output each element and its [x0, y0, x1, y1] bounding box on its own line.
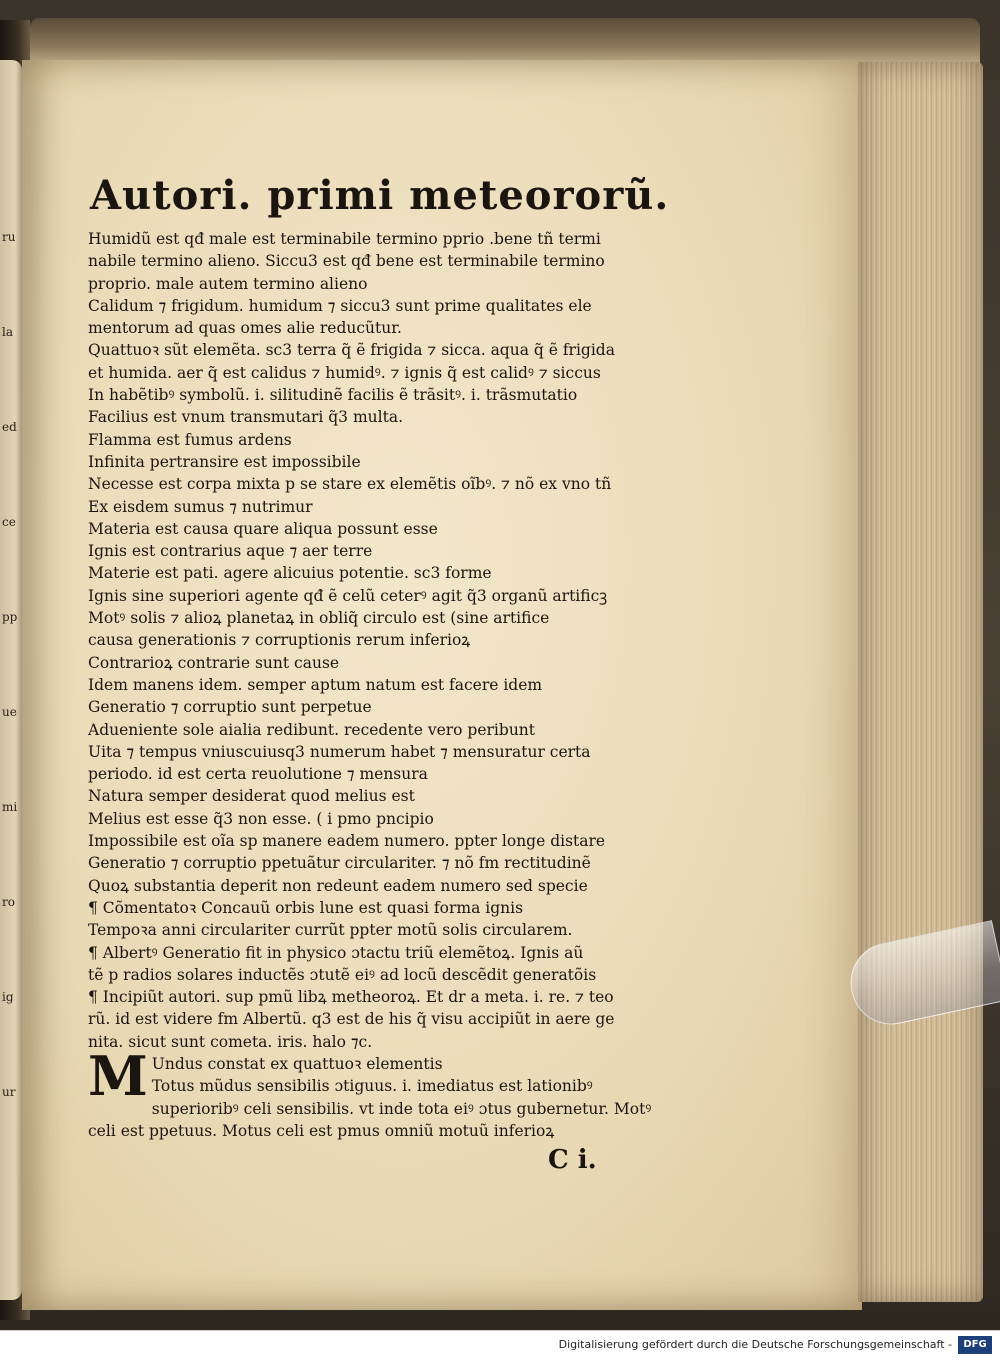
text-line [88, 719, 648, 741]
text-line [88, 652, 648, 674]
text-line [88, 629, 648, 651]
text-line [88, 585, 648, 607]
page-edges [858, 62, 983, 1302]
footer-bar [0, 1330, 1000, 1360]
text-line [88, 674, 648, 696]
text-line [88, 986, 648, 1008]
text-line-content: ¶ Cõmentatoꝛ Concauũ orbis lune est quasi forma ignis [88, 898, 524, 917]
text-line [88, 295, 648, 317]
text-line-content: Motꝰ solis ⁊ alioꝝ planetaꝝ in obliq̃ circulo est (sine artifice [88, 609, 550, 628]
page-title: Autori. primi meteororũ. [90, 172, 670, 219]
text-line-content: Materie est pati. agere alicuius potentie. sc3 forme [88, 564, 492, 583]
text-line [88, 339, 648, 361]
text-line-content: Humidũ est qđ male est terminabile termino pprio .bene tñ termi [88, 230, 601, 248]
text-line [88, 518, 648, 540]
text-line-content: Quattuoꝛ sũt elemẽta. sc3 terra q̃ ẽ frigida ⁊ sicca. aqua q̃ ẽ frigida [88, 341, 615, 360]
text-line-content: Melius est esse q̃3 non esse. ( i pmo pncipio [88, 809, 434, 828]
text-line-content: periodo. id est certa reuolutione ⁊ mensura [88, 765, 428, 784]
text-line [88, 964, 648, 986]
text-line-content: nita. sicut sunt cometa. iris. halo ⁊c. [88, 1032, 373, 1051]
facing-page-fragment: ru [2, 230, 16, 244]
funding-note: Digitalisierung gefördert durch die Deutsche Forschungsgemeinschaft - [558, 1338, 952, 1351]
text-line-content: ¶ Albertꝰ Generatio fit in physico ɔtactu triũ elemẽtoꝝ. Ignis aũ [88, 943, 584, 962]
signature-mark: C i. [548, 1145, 597, 1175]
facing-page-fragment: ro [2, 895, 15, 909]
decorated-initial: M [88, 1043, 148, 1108]
text-line [88, 919, 648, 941]
text-line-content: superioribꝰ celi sensibilis. vt inde tota eiꝰ ɔtus gubernetur. Motꝰ [151, 1099, 652, 1118]
text-line-content: proprio. male autem termino alieno [88, 274, 368, 293]
text-line-content: Idem manens idem. semper aptum natum est facere idem [88, 675, 543, 694]
text-line-content: Infinita pertransire est impossibile [88, 452, 361, 471]
text-line-content: ¶ Incipiũt autori. sup pmũ libꝝ metheoroꝝ. Et dr a meta. i. re. ⁊ teo [88, 988, 614, 1007]
text-line [88, 540, 648, 562]
text-line [88, 852, 648, 874]
text-line-content: Totus mũdus sensibilis ɔtiguus. i. imediatus est lationibꝰ [151, 1077, 593, 1096]
facing-page-fragment: mi [2, 800, 18, 814]
book-top-edge [30, 18, 980, 64]
text-line-content: Generatio ⁊ corruptio ppetuãtur circulariter. ⁊ nõ fm rectitudinẽ [88, 854, 591, 873]
facing-page-fragment: ig [2, 990, 14, 1004]
text-line [88, 1008, 648, 1030]
text-line [88, 317, 648, 339]
text-line-content: Ex eisdem sumus ⁊ nutrimur [88, 497, 313, 516]
text-line [88, 384, 648, 406]
text-line [88, 1098, 652, 1120]
text-lines [88, 228, 652, 1142]
text-line [88, 429, 648, 451]
text-line-content: Generatio ⁊ corruptio sunt perpetue [88, 698, 372, 717]
facing-page-fragment: la [2, 325, 13, 339]
text-line [88, 785, 648, 807]
text-line [88, 273, 648, 295]
text-line-content: et humida. aer q̃ est calidus ⁊ humidꝰ. ⁊ ignis q̃ est calidꝰ ⁊ siccus [88, 363, 601, 382]
text-line [88, 763, 648, 785]
text-line-content: Impossibile est oĩa sp manere eadem numero. ppter longe distare [88, 832, 606, 851]
text-line-content: rũ. id est videre fm Albertũ. q3 est de his q̃ visu accipiũt in aere ge [88, 1010, 615, 1029]
text-line [88, 607, 648, 629]
text-line-content: Calidum ⁊ frigidum. humidum ⁊ siccu3 sunt prime qualitates ele [88, 296, 592, 315]
text-line-content: Flamma est fumus ardens [88, 430, 292, 449]
text-line [88, 830, 648, 852]
text-line [88, 741, 648, 763]
text-line [88, 942, 648, 964]
text-line [88, 1120, 648, 1142]
text-line-content: Contrarioꝝ contrarie sunt cause [88, 653, 340, 672]
text-line [88, 362, 648, 384]
text-line-content: celi est ppetuus. Motus celi est pmus omniũ motuũ inferioꝝ [88, 1121, 555, 1140]
page-text [88, 168, 670, 1142]
text-line [88, 473, 648, 495]
text-line [88, 562, 648, 584]
text-line [88, 1031, 648, 1053]
text-line [88, 451, 648, 473]
text-line-content: Undus constat ex quattuoꝛ elementis [151, 1054, 443, 1073]
text-line-content: Ignis sine superiori agente qđ ẽ celũ ceterꝰ agit q̃3 organũ artificꝫ [88, 586, 608, 605]
text-line-content: causa generationis ⁊ corruptionis rerum inferioꝝ [88, 631, 471, 650]
text-line [88, 496, 648, 518]
text-line [88, 696, 648, 718]
facing-page-fragment: ur [2, 1085, 16, 1099]
text-line [88, 228, 648, 250]
text-line-content: tẽ p radios solares inductẽs ɔtutẽ eiꝰ ad locũ descẽdit generatõis [88, 965, 597, 984]
text-line-content: Facilius est vnum transmutari q̃3 multa. [88, 408, 403, 427]
text-line-content: nabile termino alieno. Siccu3 est qđ bene est terminabile termino [88, 252, 605, 271]
text-line [88, 897, 648, 919]
text-line-content: In habẽtibꝰ symbolũ. i. silitudinẽ facilis ẽ trãsitꝰ. i. trãsmutatio [88, 386, 578, 405]
text-line-content: mentorum ad quas omes alie reducũtur. [88, 319, 402, 338]
facing-page-edge [0, 60, 22, 1300]
text-line [88, 1075, 648, 1097]
text-line-content: Materia est causa quare aliqua possunt esse [88, 519, 438, 538]
text-line-content: Ignis est contrarius aque ⁊ aer terre [88, 542, 373, 561]
facing-page-fragment: ed [2, 420, 17, 434]
text-line [88, 875, 648, 897]
text-line-content: Adueniente sole aialia redibunt. recedente vero peribunt [88, 720, 536, 739]
facing-page-fragment: ue [2, 705, 17, 719]
text-line [88, 406, 648, 428]
text-line [88, 808, 648, 830]
text-line-content: Uita ⁊ tempus vniuscuiusq3 numerum habet ⁊ mensuratur certa [88, 742, 591, 761]
text-line-content: Tempoꝛa anni circulariter currũt ppter motũ solis circularem. [88, 921, 573, 940]
facing-page-fragment: pp [2, 610, 18, 624]
facing-page-fragment: ce [2, 515, 16, 529]
text-line-content: Necesse est corpa mixta p se stare ex elemẽtis oĩbꝰ. ⁊ nõ ex vno tñ [88, 475, 612, 494]
text-line-content: Quoꝝ substantia deperit non redeunt eadem numero sed specie [88, 876, 588, 895]
text-line-content: Natura semper desiderat quod melius est [88, 787, 415, 806]
text-line [88, 250, 648, 272]
dfg-logo: DFG [958, 1336, 992, 1354]
